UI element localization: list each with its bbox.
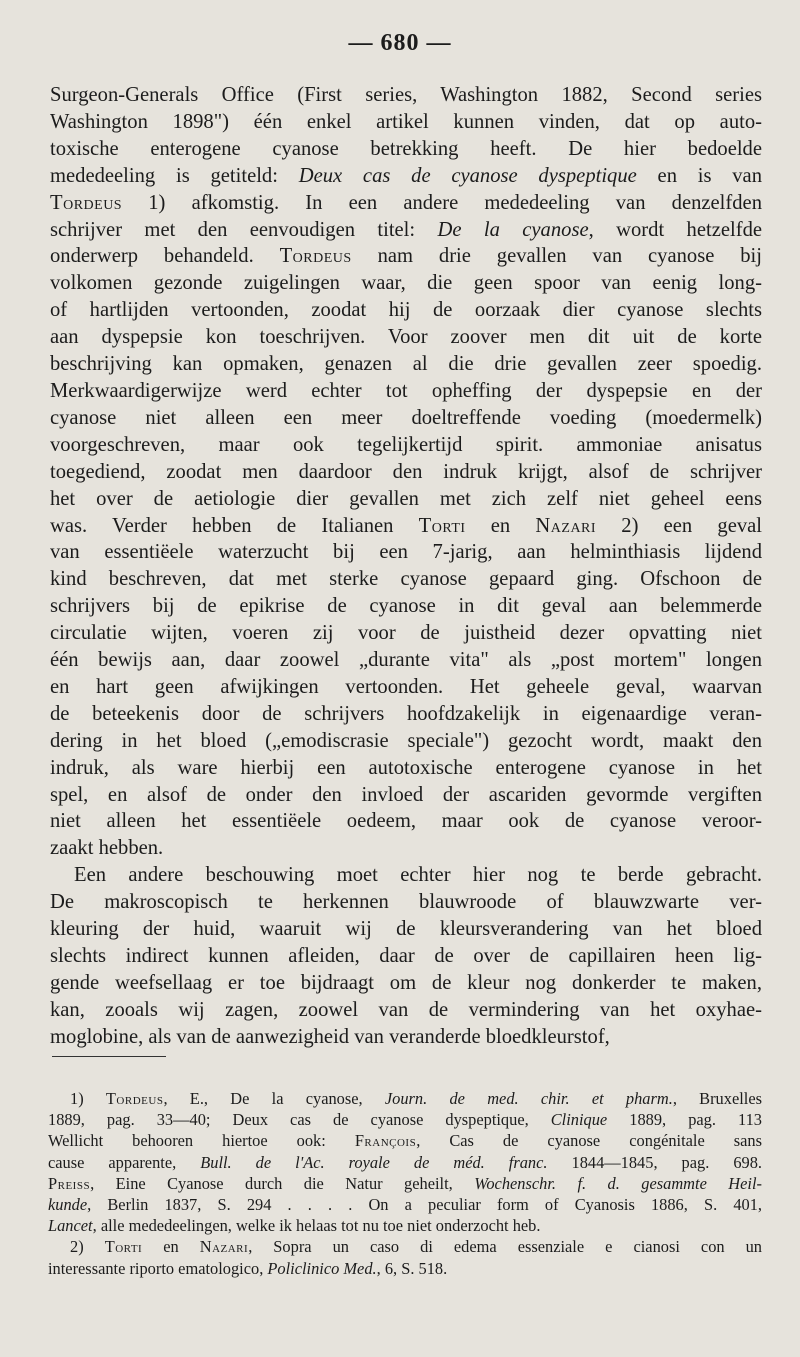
footnote-line (48, 1236, 762, 1257)
body-line (50, 620, 762, 647)
text-run: Washington 1898") één enkel artikel kunnen vinden, dat op auto- (50, 110, 762, 133)
body-line (50, 647, 762, 674)
footnote-line (48, 1152, 762, 1173)
author-name: Torti (418, 514, 466, 537)
body-line (50, 217, 762, 244)
italic-text-run: kunde (48, 1195, 88, 1215)
text-run: en (465, 514, 536, 537)
text-run: of hartlijden vertoonden, zoodat hij de oorzaak dier cyanose slechts (50, 299, 762, 322)
body-line (50, 970, 762, 997)
text-run: 1889, pag. 113 (607, 1110, 762, 1130)
body-line (50, 755, 762, 782)
text-run: Een andere beschouwing moet echter hier nog te berde gebracht. (74, 864, 762, 887)
footnote-divider (52, 1056, 166, 1057)
body-line (50, 997, 762, 1024)
text-run: onderwerp behandeld. (50, 245, 280, 268)
italic-text-run: Lancet (48, 1216, 93, 1236)
body-line (50, 378, 762, 405)
body-line (50, 163, 762, 190)
text-run: interessante riporto ematologico, (48, 1258, 268, 1278)
text-run: 1844—1845, pag. 698. (547, 1152, 763, 1172)
text-run: , Berlin 1837, S. 294 . . . . On a peculiar form of Cyanosis 1886, S. 401, (87, 1195, 762, 1215)
italic-text-run: Policlinico Med. (267, 1258, 377, 1278)
text-run: , Cas de cyanose congénitale sans (416, 1131, 763, 1151)
body-line (50, 243, 762, 270)
body-line (50, 190, 762, 217)
italic-text-run: Bull. de l'Ac. royale de méd. franc. (200, 1152, 548, 1172)
footnote-line (48, 1215, 762, 1236)
italic-text-run: Journ. de med. chir. et pharm. (384, 1089, 673, 1108)
text-run: gende weefsellaag er toe bijdraagt om de kleur nog donkerder te maken, (50, 971, 762, 994)
text-run: het over de aetiologie dier gevallen met zich zelf niet geheel eens (50, 487, 762, 510)
text-run: beschrijving kan opmaken, genazen al die drie gevallen zeer spoedig. (50, 353, 762, 376)
text-run: dering in het bloed („emodiscrasie speciale") gezocht wordt, maakt den (50, 729, 762, 752)
text-run: , Bruxelles (672, 1089, 762, 1108)
text-run: , 6, S. 518. (376, 1258, 448, 1278)
text-run: moglobine, als van de aanwezigheid van veranderde bloedkleurstof, (50, 1025, 610, 1048)
text-run: was. Verder hebben de Italianen (50, 514, 419, 537)
text-run: indruk, als ware hierbij een autotoxische enterogene cyanose in het (50, 756, 762, 779)
author-name: Tordeus (50, 191, 123, 214)
text-run: 2) (70, 1237, 105, 1257)
text-run: spel, en alsof de onder den invloed der ascariden gevormde vergiften (50, 783, 762, 806)
text-run: schrijvers bij de epikrise de cyanose in dit geval aan belemmerde (50, 595, 762, 618)
body-line (50, 701, 762, 728)
body-line (50, 324, 762, 351)
text-run: van essentiëele waterzucht bij een 7-jarig, aan helminthiasis lijdend (50, 541, 762, 564)
italic-text-run: Wochenschr. f. d. gesammte Heil- (474, 1173, 762, 1193)
text-run: toegediend, zoodat men daardoor den indruk krijgt, alsof de schrijver (50, 460, 762, 483)
body-line (50, 270, 762, 297)
text-run: kleuring der huid, waaruit wij de kleursverandering van het bloed (50, 918, 762, 941)
author-name: Tordeus (105, 1089, 164, 1108)
text-run: Surgeon-Generals Office (First series, Washington 1882, Second series (50, 84, 762, 106)
body-line (50, 1024, 762, 1051)
text-run: 1889, pag. 33—40; Deux cas de cyanose dyspeptique, (48, 1110, 551, 1130)
text-run: niet alleen het essentiëele oedeem, maar ook de cyanose veroor- (50, 810, 762, 833)
body-line (50, 486, 762, 513)
text-run: cyanose niet alleen een meer doeltreffende voeding (moedermelk) (50, 406, 762, 429)
body-line (50, 351, 762, 378)
author-name: Preiss (48, 1173, 91, 1193)
text-run: , E., De la cyanose, (163, 1089, 385, 1108)
body-line (50, 297, 762, 324)
author-name: Nazari (535, 514, 597, 537)
text-run: en hart geen afwijkingen vertoonden. Het geheele geval, waarvan (50, 675, 762, 698)
footnote-line (48, 1109, 762, 1130)
text-run: aan dyspepsie kon toeschrijven. Voor zoover men dit uit de korte (50, 326, 762, 349)
text-run: de beteekenis door de schrijvers hoofdzakelijk in eigenaardige veran- (50, 702, 762, 725)
text-run: 1) (70, 1089, 106, 1108)
body-line (50, 782, 762, 809)
text-run: slechts indirect kunnen afleiden, daar de over de capillairen heen lig- (50, 945, 762, 967)
page-number: — 680 — (348, 30, 452, 56)
body-line (50, 943, 762, 970)
italic-text-run: Deux cas de cyanose dyspeptique (298, 164, 637, 187)
footnote-line (48, 1088, 762, 1109)
text-run: 2) een geval (596, 514, 763, 537)
italic-text-run: De la cyanose (437, 218, 589, 241)
author-name: Tordeus (279, 245, 352, 268)
italic-text-run: Clinique (550, 1110, 608, 1130)
author-name: Torti (104, 1237, 143, 1257)
text-run: nam drie gevallen van cyanose bij (351, 245, 762, 268)
text-run: mededeeling is getiteld: (50, 164, 299, 187)
author-name: Nazari (199, 1237, 249, 1257)
text-run: cause apparente, (48, 1152, 201, 1172)
body-line (50, 459, 762, 486)
body-line (50, 593, 762, 620)
body-line (50, 835, 762, 862)
body-line (50, 808, 762, 835)
body-line (50, 862, 762, 889)
body-line (50, 728, 762, 755)
text-run: toxische enterogene cyanose betrekking heeft. De hier bedoelde (50, 137, 762, 160)
footnote-line (48, 1194, 762, 1215)
text-run: zaakt hebben. (50, 837, 164, 860)
body-line (50, 539, 762, 566)
author-name: François (354, 1131, 417, 1151)
text-run: 1) afkomstig. In een andere mededeeling van denzelfden (122, 191, 762, 214)
text-run: kan, zooals wij zagen, zoowel van de vermindering van het oxyhae- (50, 998, 762, 1021)
text-run: volkomen gezonde zuigelingen waar, die geen spoor van eenig long- (50, 272, 762, 295)
text-run: , alle mededeelingen, welke ik helaas tot nu toe niet onderzocht heb. (92, 1216, 541, 1236)
body-line (50, 916, 762, 943)
text-run: Merkwaardigerwijze werd echter tot opheffing der dyspepsie en der (50, 379, 762, 402)
footnote-line (48, 1173, 762, 1194)
footnote-line (48, 1130, 762, 1151)
footnote-line (48, 1258, 762, 1279)
text-run: circulatie wijten, voeren zij voor de juistheid dezer opvatting niet (50, 622, 762, 645)
body-line (50, 674, 762, 701)
text-run: De makroscopisch te herkennen blauwroode of blauwzwarte ver- (50, 891, 762, 914)
footnotes (48, 1088, 762, 1279)
body-line (50, 889, 762, 916)
text-run: , Sopra un caso di edema essenziale e cianosi con un (248, 1237, 762, 1257)
text-run: , Eine Cyanose durch die Natur geheilt, (90, 1173, 475, 1193)
body-line (50, 136, 762, 163)
text-run: één bewijs aan, daar zoowel „durante vita" als „post mortem" longen (50, 649, 762, 672)
body-line (50, 109, 762, 136)
text-run: en is van (636, 164, 762, 187)
body-text (50, 82, 762, 1051)
body-line (50, 513, 762, 540)
text-run: schrijver met den eenvoudigen titel: (50, 218, 438, 241)
body-line (50, 432, 762, 459)
body-line (50, 566, 762, 593)
text-run: Wellicht behooren hiertoe ook: (48, 1131, 355, 1151)
text-run: en (142, 1237, 200, 1257)
text-run: , wordt hetzelfde (588, 218, 763, 241)
text-run: voorgeschreven, maar ook tegelijkertijd spirit. ammoniae anisatus (50, 433, 762, 456)
text-run: kind beschreven, dat met sterke cyanose gepaard ging. Ofschoon de (50, 568, 762, 591)
body-line (50, 82, 762, 109)
body-line (50, 405, 762, 432)
